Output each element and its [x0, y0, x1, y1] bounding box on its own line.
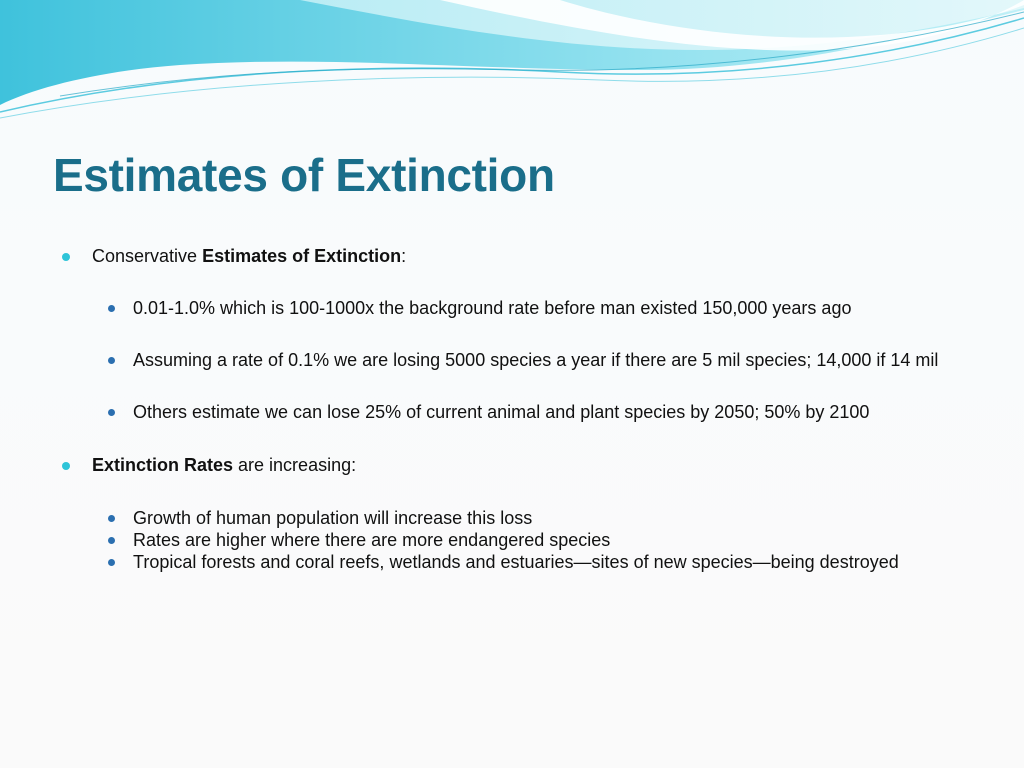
bullet-dot-icon [108, 305, 115, 312]
bullet-dot-icon [108, 409, 115, 416]
lead-text-bold: Extinction Rates [92, 455, 234, 475]
bullet-level2-item [62, 401, 962, 423]
bullet-text: Others estimate we can lose 25% of current animal and plant species by 2050; 50% by 2100 [133, 402, 870, 422]
bullet-text: Tropical forests and coral reefs, wetlands and estuaries—sites of new species—being destroyed [133, 552, 899, 572]
bullet-level2-item [62, 297, 962, 319]
bullet-dot-icon [62, 253, 70, 261]
lead-text-suffix: are increasing: [233, 455, 357, 475]
bullet-text: Assuming a rate of 0.1% we are losing 5000 species a year if there are 5 mil species; 14,000 if 14 mil [133, 350, 939, 370]
bullet-text: Rates are higher where there are more endangered species [133, 530, 611, 550]
bullet-text: Growth of human population will increase this loss [133, 508, 533, 528]
bullet-level1-extinction-rates [62, 454, 962, 476]
wave-header-decoration [0, 0, 1024, 130]
bullet-dot-icon [62, 462, 70, 470]
bullet-level2-item [62, 349, 962, 371]
bullet-text: 0.01-1.0% which is 100-1000x the background rate before man existed 150,000 years ago [133, 298, 852, 318]
bullet-level2-item [62, 551, 962, 573]
lead-text-suffix: : [401, 246, 407, 266]
lead-text-regular: Conservative [92, 246, 203, 266]
bullet-level1-conservative-estimates [62, 245, 962, 267]
lead-text-bold: Estimates of Extinction [202, 246, 402, 266]
bullet-dot-icon [108, 515, 115, 522]
bullet-dot-icon [108, 357, 115, 364]
bullet-dot-icon [108, 559, 115, 566]
bullet-level2-item [62, 507, 962, 529]
slide-title: Estimates of Extinction [53, 149, 555, 201]
bullet-level2-item [62, 529, 962, 551]
bullet-dot-icon [108, 537, 115, 544]
slide-body [62, 245, 962, 573]
